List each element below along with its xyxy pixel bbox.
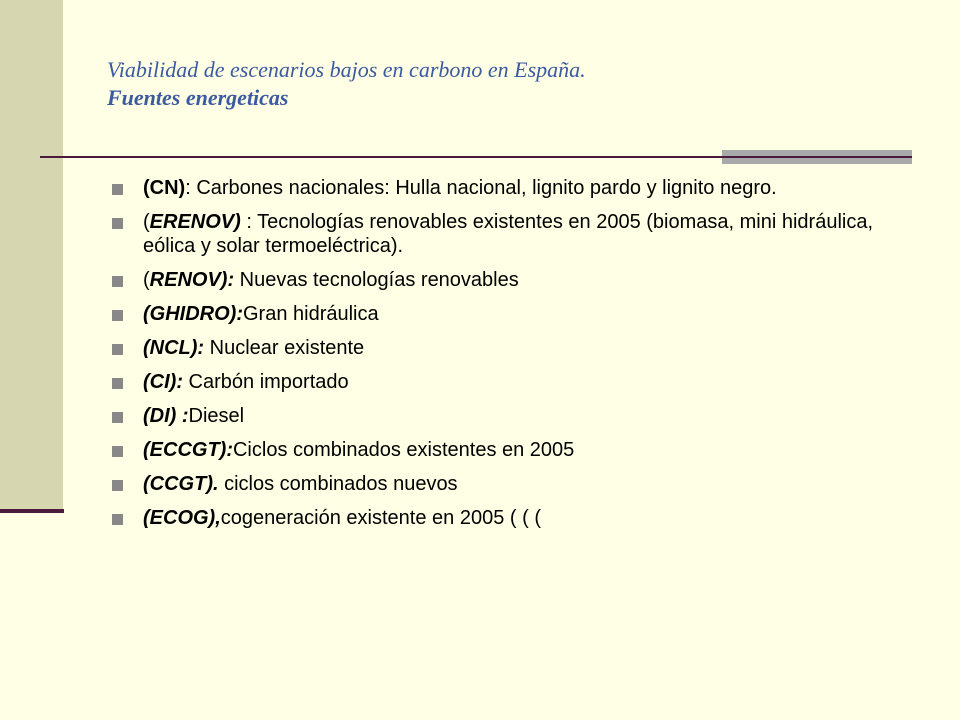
list-item-renov [112, 268, 912, 292]
item-description: : Carbones nacionales: Hulla nacional, lignito pardo y lignito negro. [185, 177, 777, 199]
square-bullet-icon [112, 276, 123, 287]
item-code: ERENOV) [149, 211, 241, 233]
list-item-eccgt [112, 438, 912, 462]
item-description: : Tecnologías renovables existentes en 2005 (biomasa, mini hidráulica, eólica y solar termoeléctrica). [143, 211, 874, 257]
slide-title-block [107, 56, 927, 112]
item-description: Nuclear existente [204, 337, 365, 359]
item-code: (CCGT). [143, 473, 219, 495]
item-description: Carbón importado [182, 371, 349, 393]
square-bullet-icon [112, 310, 123, 321]
list-item-ncl [112, 336, 912, 360]
list-item-ecog [112, 506, 912, 530]
list-item-ghidro [112, 302, 912, 326]
list-item-ci [112, 370, 912, 394]
list-item-erenov [112, 210, 912, 258]
item-description: ciclos combinados nuevos [218, 473, 458, 495]
left-side-band [0, 0, 63, 512]
item-code: (NCL): [143, 337, 205, 359]
item-code: (CN) [143, 177, 186, 199]
energy-sources-list [112, 176, 912, 540]
item-description: Diesel [188, 405, 245, 427]
item-code: RENOV): [149, 269, 235, 291]
item-prefix: ( [143, 269, 150, 291]
item-code: (CI): [143, 371, 183, 393]
square-bullet-icon [112, 184, 123, 195]
item-code: (ECOG), [143, 507, 221, 529]
item-description: Gran hidráulica [242, 303, 379, 325]
square-bullet-icon [112, 446, 123, 457]
item-code: (GHIDRO): [143, 303, 243, 325]
item-code: (DI) : [143, 405, 189, 427]
side-band-rule [0, 509, 64, 513]
item-description: cogeneración existente en 2005 ( ( ( [220, 507, 541, 529]
slide-title: Viabilidad de escenarios bajos en carbono en España. [107, 57, 586, 82]
item-description: Nuevas tecnologías renovables [234, 269, 519, 291]
title-divider-line [40, 156, 912, 158]
list-item-di [112, 404, 912, 428]
slide-subtitle: Fuentes energeticas [107, 85, 289, 110]
square-bullet-icon [112, 378, 123, 389]
divider-accent-bar-lower [722, 158, 912, 164]
square-bullet-icon [112, 218, 123, 229]
square-bullet-icon [112, 514, 123, 525]
item-code: (ECCGT): [143, 439, 233, 461]
square-bullet-icon [112, 412, 123, 423]
square-bullet-icon [112, 344, 123, 355]
item-description: Ciclos combinados existentes en 2005 [232, 439, 575, 461]
list-item-cn [112, 176, 912, 200]
square-bullet-icon [112, 480, 123, 491]
list-item-ccgt [112, 472, 912, 496]
item-prefix: ( [143, 211, 150, 233]
